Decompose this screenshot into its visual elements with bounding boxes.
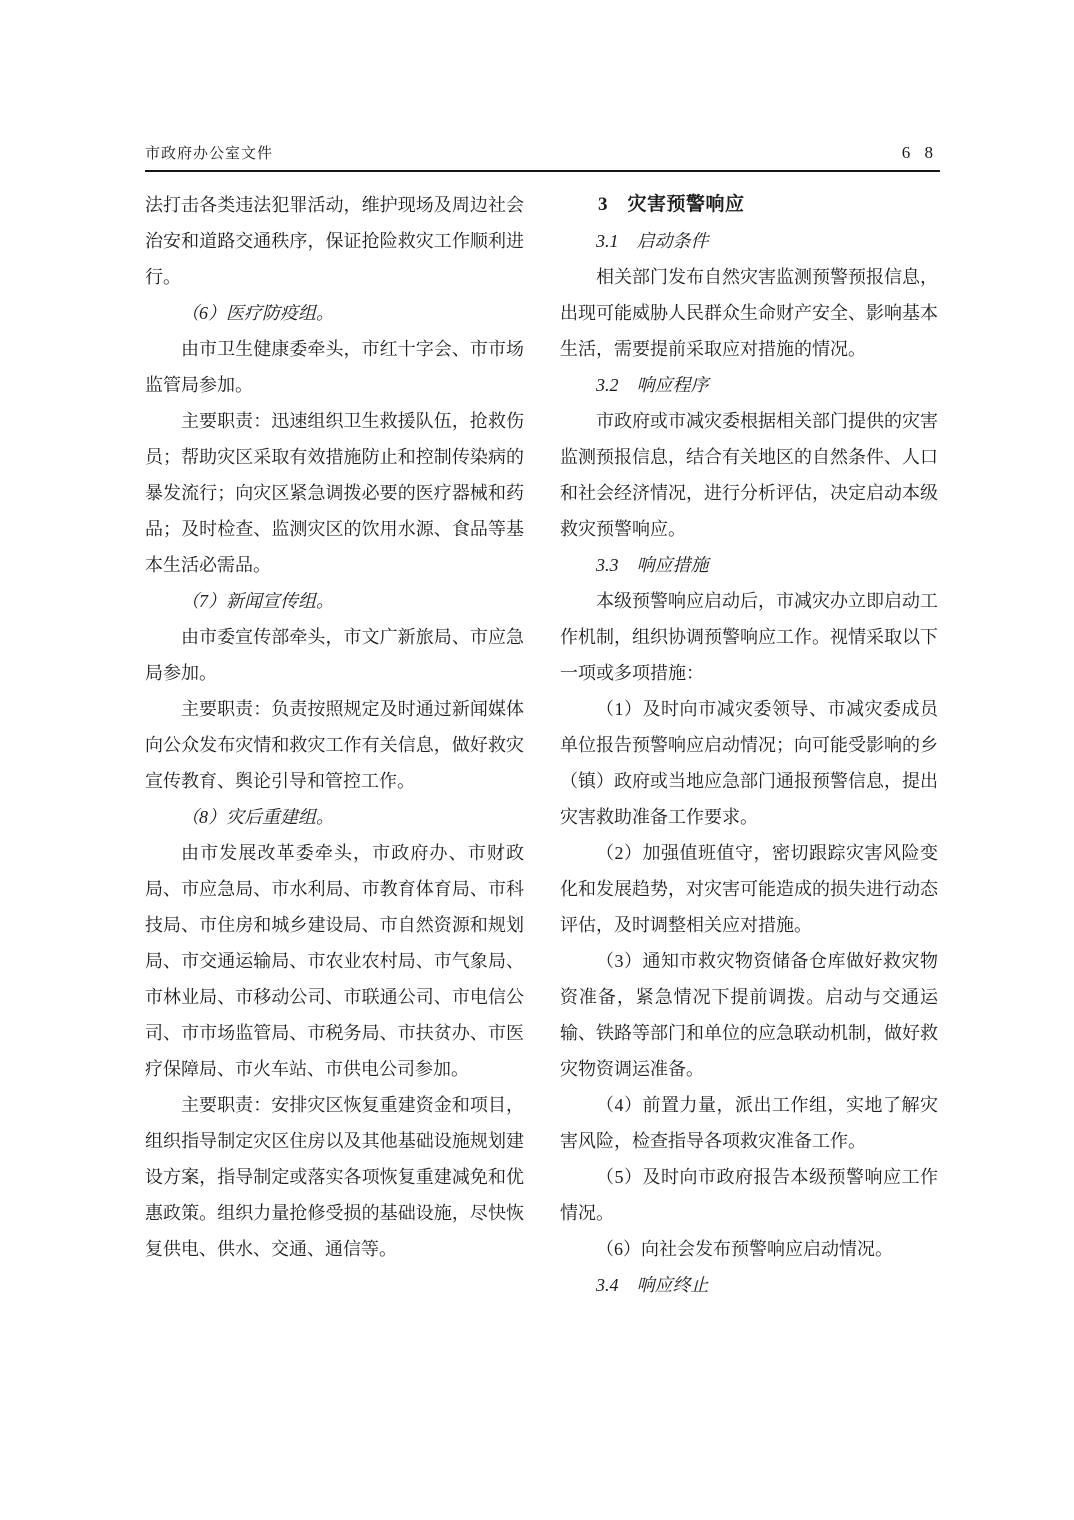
paragraph: 相关部门发布自然灾害监测预警预报信息，出现可能威胁人民群众生命财产安全、影响基本生活，需要提前采取应对措施的情况。 bbox=[560, 267, 938, 359]
paragraph: 由市发展改革委牵头，市政府办、市财政局、市应急局、市水利局、市教育体育局、市科技局、市住房和城乡建设局、市自然资源和规划局、市交通运输局、市农业农村局、市气象局、市林业局、市移动公司、市联通公司、市电信公司、市市场监管局、市税务局、市扶贫办、市医疗保障局、市火车站、市供电公司参加。 bbox=[145, 843, 524, 1079]
subsection-heading-3-1: 3.1 启动条件 bbox=[596, 231, 709, 251]
page-header bbox=[145, 142, 940, 172]
column-left bbox=[145, 187, 524, 1303]
section-heading-3: 3 灾害预警响应 bbox=[598, 194, 745, 215]
paragraph: （3）通知市救灾物资储备仓库做好救灾物资准备，紧急情况下提前调拨。启动与交通运输、铁路等部门和单位的应急联动机制，做好救灾物资调运准备。 bbox=[560, 951, 938, 1079]
subsection-heading-3-2: 3.2 响应程序 bbox=[596, 375, 709, 395]
subsection-heading-3-3: 3.3 响应措施 bbox=[596, 555, 709, 575]
column-right bbox=[560, 187, 938, 1303]
header-title: 市政府办公室文件 bbox=[145, 146, 274, 162]
paragraph: 主要职责：迅速组织卫生救援队伍，抢救伤员；帮助灾区采取有效措施防止和控制传染病的暴发流行；向灾区紧急调拨必要的医疗器械和药品；及时检查、监测灾区的饮用水源、食品等基本生活必需品。 bbox=[145, 411, 524, 575]
subsection-heading-3-4: 3.4 响应终止 bbox=[596, 1275, 709, 1295]
page-number: 6 8 bbox=[901, 143, 938, 162]
paragraph: 主要职责：安排灾区恢复重建资金和项目，组织指导制定灾区住房以及其他基础设施规划建设方案，指导制定或落实各项恢复重建减免和优惠政策。组织力量抢修受损的基础设施，尽快恢复供电、供水、交通、通信等。 bbox=[145, 1095, 524, 1259]
two-column-body bbox=[145, 187, 938, 1303]
group-heading-news: （7）新闻宣传组。 bbox=[181, 591, 334, 611]
group-heading-medical: （6）医疗防疫组。 bbox=[181, 303, 334, 323]
paragraph: （5）及时向市政府报告本级预警响应工作情况。 bbox=[560, 1167, 938, 1223]
paragraph: （1）及时向市减灾委领导、市减灾委成员单位报告预警响应启动情况；向可能受影响的乡（镇）政府或当地应急部门通报预警信息，提出灾害救助准备工作要求。 bbox=[560, 699, 938, 827]
paragraph: 主要职责：负责按照规定及时通过新闻媒体向公众发布灾情和救灾工作有关信息，做好救灾宣传教育、舆论引导和管控工作。 bbox=[145, 699, 524, 791]
paragraph: 本级预警响应启动后，市减灾办立即启动工作机制，组织协调预警响应工作。视情采取以下一项或多项措施： bbox=[560, 591, 938, 683]
paragraph: （2）加强值班值守，密切跟踪灾害风险变化和发展趋势，对灾害可能造成的损失进行动态评估，及时调整相关应对措施。 bbox=[560, 843, 938, 935]
paragraph: （6）向社会发布预警响应启动情况。 bbox=[596, 1239, 893, 1259]
paragraph: 由市卫生健康委牵头，市红十字会、市市场监管局参加。 bbox=[145, 339, 524, 395]
paragraph: 由市委宣传部牵头，市文广新旅局、市应急局参加。 bbox=[145, 627, 524, 683]
paragraph: 市政府或市减灾委根据相关部门提供的灾害监测预报信息，结合有关地区的自然条件、人口和社会经济情况，进行分析评估，决定启动本级救灾预警响应。 bbox=[560, 411, 938, 539]
group-heading-rebuild: （8）灾后重建组。 bbox=[181, 807, 334, 827]
paragraph: 法打击各类违法犯罪活动，维护现场及周边社会治安和道路交通秩序，保证抢险救灾工作顺利进行。 bbox=[145, 195, 524, 287]
paragraph: （4）前置力量，派出工作组，实地了解灾害风险，检查指导各项救灾准备工作。 bbox=[560, 1095, 938, 1151]
